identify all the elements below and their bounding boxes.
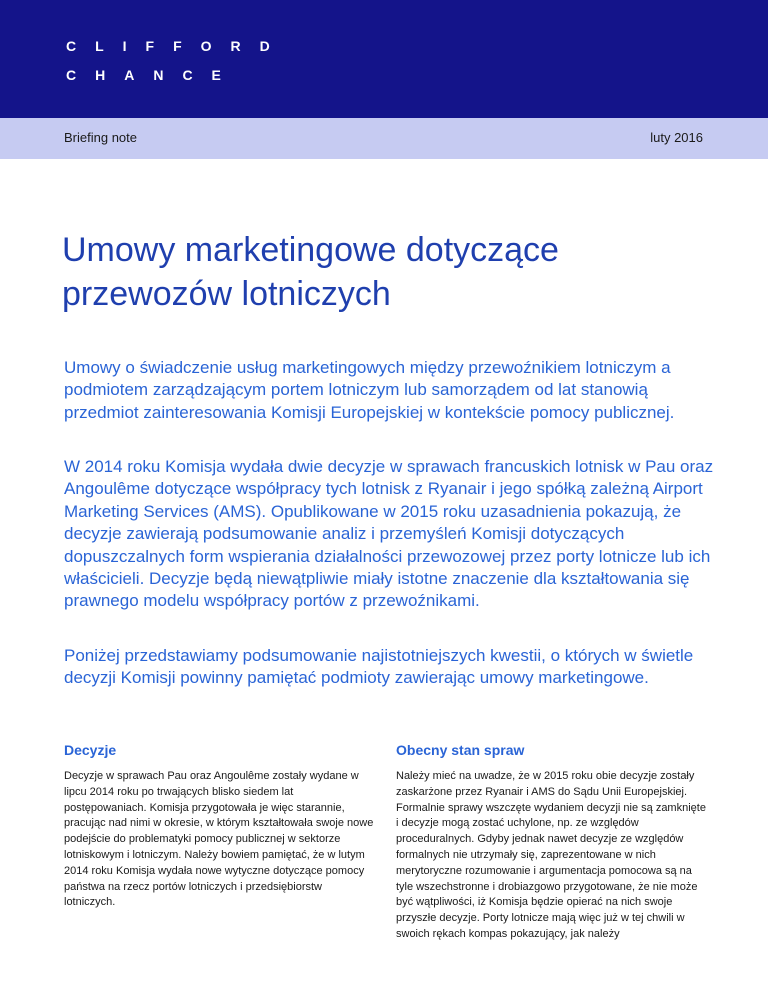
document-date: luty 2016 [650, 130, 703, 145]
section-heading: Obecny stan spraw [396, 742, 525, 758]
logo-clifford: CLIFFORD [66, 38, 289, 54]
document-type: Briefing note [64, 130, 137, 145]
intro-paragraph-1: Umowy o świadczenie usług marketingowych między przewoźnikiem lotniczym a podmiotem zarządzającym portem lotniczym lub samorządem od lat stanowią przedmiot zainteresowania Komisji Europejskiej w kontekście pomocy publicznej. [64, 358, 675, 422]
section-decyzje [64, 741, 376, 911]
info-bar [0, 118, 768, 159]
section-body: Decyzje w sprawach Pau oraz Angoulême zostały wydane w lipcu 2014 roku po trwających blisko siedem lat postępowaniach. Komisja przygotowała je więc starannie, pracując nad nimi w okresie, w którym kształtowała swoje nowe podejście do problematyki pomocy publicznej w sektorze lotniskowym i lotniczym. Należy bowiem pamiętać, że w lutym 2014 roku Komisja wydała nowe wytyczne dotyczące pomocy państwa na rzecz portów lotniczych i przedsiębiorstw lotniczych. [64, 770, 374, 909]
section-body: Należy mieć na uwadze, że w 2015 roku obie decyzje zostały zaskarżone przez Ryanair i AMS do Sądu Unii Europejskiej. Formalnie sprawy wszczęte wydaniem decyzji nie są zamknięte i decyzje mogą zostać uchylone, np. ze względów proceduralnych. Gdyby jednak nawet decyzje ze względów formalnych nie utrzymały się, zaprezentowane w nich merytoryczne rozumowanie i argumentacja pomocowa są na tyle wszechstronne i drobiazgowo przygotowane, że nie może być wątpliwości, iż Komisja będzie opierać na nich swoje przyszłe decyzje. Porty lotnicze mają więc już w tej chwili w swoich rękach kompas pokazujący, jak należy [396, 770, 706, 940]
page-title: Umowy marketingowe dotyczące przewozów lotniczych [62, 231, 559, 313]
logo-chance: CHANCE [66, 67, 240, 83]
section-obecny-stan [396, 741, 708, 943]
intro-paragraph-2: W 2014 roku Komisja wydała dwie decyzje w sprawach francuskich lotnisk w Pau oraz Angoulême dotyczące współpracy tych lotnisk z Ryanair i jego spółką zależną Airport Marketing Services (AMS). Opublikowane w 2015 roku uzasadnienia pokazują, że decyzje zawierają podsumowanie analiz i przemyśleń Komisji dotyczących dopuszczalnych form wspierania działalności przewozowej przez porty lotnicze lub ich właścicieli. Decyzje będą niewątpliwie miały istotne znaczenie dla kształtowania się prawnego modelu współpracy portów z przewoźnikami. [64, 457, 714, 611]
intro-paragraph-3: Poniżej przedstawiamy podsumowanie najistotniejszych kwestii, o których w świetle decyzji Komisji powinny pamiętać podmioty zawierając umowy marketingowe. [64, 646, 694, 688]
section-heading: Decyzje [64, 742, 117, 758]
header-banner [0, 0, 768, 118]
